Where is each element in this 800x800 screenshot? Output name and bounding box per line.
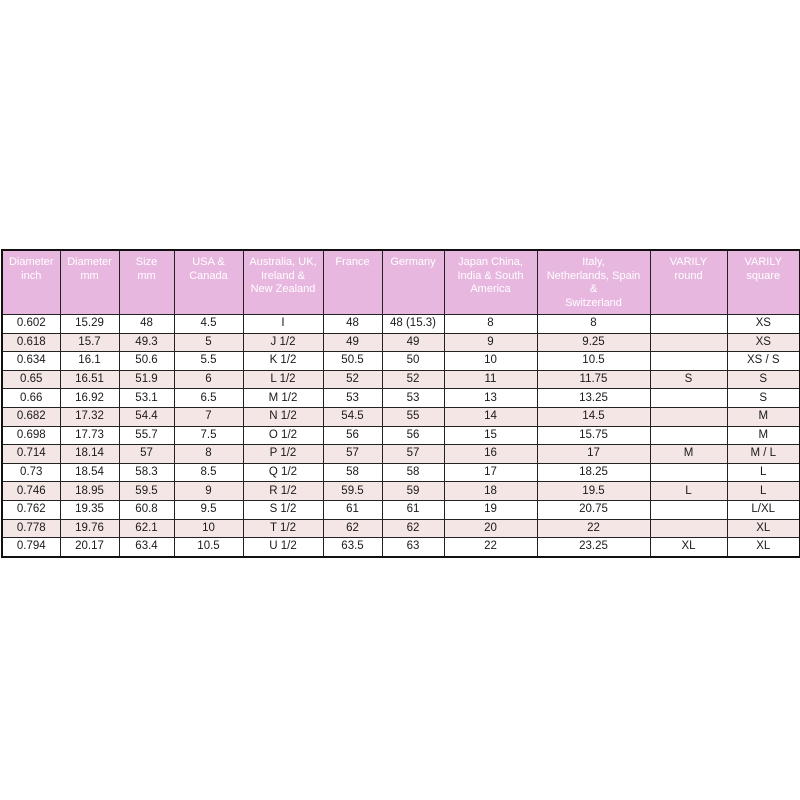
table-cell: O 1/2: [243, 426, 323, 445]
table-cell: J 1/2: [243, 333, 323, 352]
table-cell: 54.4: [119, 407, 174, 426]
table-cell: 49: [382, 333, 444, 352]
table-cell: 10: [444, 352, 537, 371]
table-cell: 61: [323, 500, 382, 519]
table-cell: 9: [174, 482, 243, 501]
table-cell: T 1/2: [243, 519, 323, 538]
table-cell: 17: [444, 463, 537, 482]
table-cell: 5: [174, 333, 243, 352]
header-varily-round: VARILY round: [650, 250, 727, 315]
table-row: [2, 445, 800, 464]
table-cell: 63.4: [119, 538, 174, 557]
table-cell: S: [727, 389, 800, 408]
table-cell: 9: [444, 333, 537, 352]
table-cell: 16.51: [60, 370, 119, 389]
table-cell: 58.3: [119, 463, 174, 482]
table-cell: 0.682: [2, 407, 60, 426]
table-cell: 59.5: [119, 482, 174, 501]
table-cell: 61: [382, 500, 444, 519]
table-cell: 7: [174, 407, 243, 426]
table-cell: 20: [444, 519, 537, 538]
table-cell: XS / S: [727, 352, 800, 371]
table-row: [2, 463, 800, 482]
table-cell: 57: [119, 445, 174, 464]
table-cell: 9.5: [174, 500, 243, 519]
table-cell: 54.5: [323, 407, 382, 426]
table-cell: 15.7: [60, 333, 119, 352]
table-cell: 11.75: [537, 370, 650, 389]
table-row: [2, 407, 800, 426]
table-cell: 50.5: [323, 352, 382, 371]
table-cell: M / L: [727, 445, 800, 464]
table-cell: 0.778: [2, 519, 60, 538]
header-france: France: [323, 250, 382, 315]
header-usa-canada: USA & Canada: [174, 250, 243, 315]
table-cell: 17: [537, 445, 650, 464]
table-cell: 0.794: [2, 538, 60, 557]
header-japan-china: Japan China, India & South America: [444, 250, 537, 315]
table-cell: [650, 389, 727, 408]
header-diameter-inch: Diameter inch: [2, 250, 60, 315]
table-cell: 62: [382, 519, 444, 538]
table-cell: 63: [382, 538, 444, 557]
table-cell: 16.92: [60, 389, 119, 408]
table-row: [2, 389, 800, 408]
table-cell: 49: [323, 333, 382, 352]
table-cell: 50: [382, 352, 444, 371]
table-cell: 16.1: [60, 352, 119, 371]
table-cell: 52: [382, 370, 444, 389]
table-cell: 8: [174, 445, 243, 464]
table-cell: S: [650, 370, 727, 389]
table-row: [2, 500, 800, 519]
table-cell: 18.25: [537, 463, 650, 482]
table-cell: L 1/2: [243, 370, 323, 389]
table-cell: 58: [382, 463, 444, 482]
table-cell: 17.32: [60, 407, 119, 426]
table-cell: 56: [382, 426, 444, 445]
table-cell: L/XL: [727, 500, 800, 519]
table-cell: 8.5: [174, 463, 243, 482]
table-cell: 10: [174, 519, 243, 538]
table-cell: 5.5: [174, 352, 243, 371]
table-cell: L: [727, 482, 800, 501]
table-cell: 6: [174, 370, 243, 389]
table-cell: 0.65: [2, 370, 60, 389]
table-cell: 8: [537, 315, 650, 334]
table-cell: 0.73: [2, 463, 60, 482]
table-cell: 19.35: [60, 500, 119, 519]
table-cell: U 1/2: [243, 538, 323, 557]
table-row: [2, 426, 800, 445]
ring-size-chart: [1, 249, 799, 558]
table-cell: 19.5: [537, 482, 650, 501]
table-cell: 57: [323, 445, 382, 464]
table-cell: M 1/2: [243, 389, 323, 408]
table-row: [2, 519, 800, 538]
table-cell: 22: [537, 519, 650, 538]
table-cell: 13: [444, 389, 537, 408]
table-cell: XS: [727, 315, 800, 334]
table-cell: 0.602: [2, 315, 60, 334]
table-cell: 16: [444, 445, 537, 464]
table-cell: 19.76: [60, 519, 119, 538]
table-cell: 18: [444, 482, 537, 501]
table-cell: [650, 426, 727, 445]
table-cell: 53: [382, 389, 444, 408]
table-cell: 51.9: [119, 370, 174, 389]
table-cell: XL: [727, 538, 800, 557]
table-cell: 0.618: [2, 333, 60, 352]
table-cell: N 1/2: [243, 407, 323, 426]
table-cell: [650, 315, 727, 334]
header-italy-netherlands: Italy, Netherlands, Spain & Switzerland: [537, 250, 650, 315]
table-cell: 20.17: [60, 538, 119, 557]
header-varily-square: VARILY square: [727, 250, 800, 315]
table-cell: 10.5: [174, 538, 243, 557]
table-cell: 10.5: [537, 352, 650, 371]
table-cell: M: [727, 426, 800, 445]
table-cell: 4.5: [174, 315, 243, 334]
table-cell: 53: [323, 389, 382, 408]
table-cell: [650, 333, 727, 352]
table-cell: 62.1: [119, 519, 174, 538]
table-row: [2, 482, 800, 501]
table-row: [2, 370, 800, 389]
table-body: [2, 315, 800, 557]
table-cell: 0.698: [2, 426, 60, 445]
table-cell: 13.25: [537, 389, 650, 408]
table-cell: 0.762: [2, 500, 60, 519]
table-cell: XL: [650, 538, 727, 557]
table-cell: 58: [323, 463, 382, 482]
table-cell: 18.54: [60, 463, 119, 482]
table-cell: 48 (15.3): [382, 315, 444, 334]
table-cell: 55.7: [119, 426, 174, 445]
table-cell: 14.5: [537, 407, 650, 426]
table-cell: 57: [382, 445, 444, 464]
table-cell: 15.29: [60, 315, 119, 334]
table-cell: S: [727, 370, 800, 389]
table-cell: 48: [119, 315, 174, 334]
table-cell: Q 1/2: [243, 463, 323, 482]
table-cell: [650, 352, 727, 371]
table-cell: M: [650, 445, 727, 464]
table-cell: 48: [323, 315, 382, 334]
table-cell: 59: [382, 482, 444, 501]
table-cell: [650, 463, 727, 482]
table-cell: [650, 519, 727, 538]
table-cell: 18.14: [60, 445, 119, 464]
table-cell: 62: [323, 519, 382, 538]
table-cell: 15.75: [537, 426, 650, 445]
table-cell: XL: [727, 519, 800, 538]
table-cell: 59.5: [323, 482, 382, 501]
table-row: [2, 315, 800, 334]
table-cell: P 1/2: [243, 445, 323, 464]
table-cell: 19: [444, 500, 537, 519]
header-australia-uk: Australia, UK, Ireland & New Zealand: [243, 250, 323, 315]
table-cell: I: [243, 315, 323, 334]
table-cell: K 1/2: [243, 352, 323, 371]
table-cell: 52: [323, 370, 382, 389]
table-cell: 15: [444, 426, 537, 445]
table-cell: L: [650, 482, 727, 501]
table-cell: 53.1: [119, 389, 174, 408]
table-cell: S 1/2: [243, 500, 323, 519]
table-row: [2, 333, 800, 352]
table-cell: 0.634: [2, 352, 60, 371]
header-size-mm: Size mm: [119, 250, 174, 315]
table-cell: 11: [444, 370, 537, 389]
table-cell: 23.25: [537, 538, 650, 557]
table-cell: [650, 500, 727, 519]
table-cell: 0.66: [2, 389, 60, 408]
table-cell: 50.6: [119, 352, 174, 371]
header-row: [2, 250, 800, 315]
table-cell: 9.25: [537, 333, 650, 352]
table-row: [2, 538, 800, 557]
table-cell: 0.714: [2, 445, 60, 464]
size-table: [1, 249, 800, 558]
table-cell: 20.75: [537, 500, 650, 519]
table-cell: [650, 407, 727, 426]
table-cell: M: [727, 407, 800, 426]
table-cell: 14: [444, 407, 537, 426]
table-cell: 6.5: [174, 389, 243, 408]
table-cell: 17.73: [60, 426, 119, 445]
table-cell: 22: [444, 538, 537, 557]
header-diameter-mm: Diameter mm: [60, 250, 119, 315]
table-row: [2, 352, 800, 371]
table-cell: 55: [382, 407, 444, 426]
table-cell: L: [727, 463, 800, 482]
table-cell: 56: [323, 426, 382, 445]
header-germany: Germany: [382, 250, 444, 315]
table-cell: 8: [444, 315, 537, 334]
table-cell: 49.3: [119, 333, 174, 352]
table-cell: 60.8: [119, 500, 174, 519]
table-cell: 7.5: [174, 426, 243, 445]
table-cell: XS: [727, 333, 800, 352]
table-cell: 0.746: [2, 482, 60, 501]
table-cell: R 1/2: [243, 482, 323, 501]
table-cell: 63.5: [323, 538, 382, 557]
table-cell: 18.95: [60, 482, 119, 501]
